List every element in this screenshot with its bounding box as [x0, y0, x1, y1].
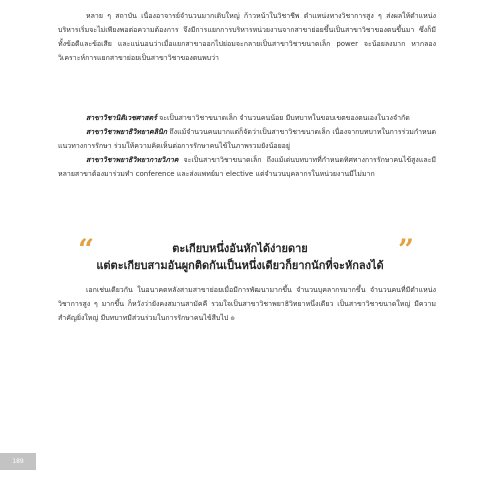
- open-quote-icon: “: [78, 233, 95, 266]
- pull-quote: [90, 240, 390, 274]
- item-text: ถึงแม้จำนวนคนมากแต่ก็จัดว่าเป็นสาขาวิชาขนาดเล็ก เนื่องจากบทบาทในการร่วมกำหนดแนวทางการรักษา ร่วมให้ความคิดเห็นต่อการรักษาคนไข้ในภาพรวมยังน้อยอยู่: [58, 128, 436, 150]
- item-name: สาขาวิชานิติเวชศาสตร์: [86, 114, 157, 122]
- quote-line-2: แต่ตะเกียบสามอันผูกติดกันเป็นหนึ่งเดียวก็ยากนักที่จะหักลงได้: [96, 259, 384, 272]
- item-text: จะเป็นสาขาวิชาขนาดเล็ก ถึงแม้เด่นบทบาทที่กำหนดทิศทางการรักษาคนไข้สูงและมีหลายสาขาต้องมาร่วมทำ conference และส่งแพทย์มา elective แต่จำนวนบุคลากรในหน่วยงานมีไม่มาก: [58, 156, 436, 178]
- item-name: สาขาวิชาพยาธิวิทยาคลินิก: [86, 128, 168, 136]
- page-number: 189: [0, 453, 36, 470]
- list-item: [58, 111, 436, 125]
- intro-paragraph: หลาย ๆ สถาบัน เนื่องอาจารย์จำนวนมากเติบใหญ่ ก้าวหน้าในวิชาชีพ ตำแหน่งทางวิชาการสูง ๆ ส่งผลให้ตำแหน่งบริหารเริ่มจะไม่เพียงพอต่อความต้องการ จึงมีการแยกการบริหารหน่วยงานจากสาขาย่อยขึ้นเป็นสาขาวิชาของตนขึ้นมา ซึ่งก็มีทั้งข้อดีและข้อเสีย และแน่นอนว่าเมื่อแยกสาขาออกไปย่อมจะกลายเป็นสาขาวิชาขนาดเล็ก power จะน้อยลงมาก หากลองวิเคราะห์การแยกสาขาย่อยเป็นสาขาวิชาของตนพบว่า: [58, 12, 436, 62]
- closing-paragraph: เอกเช่นเดียวกัน ในอนาคตหลังสามสาขาย่อยเมื่อมีการพัฒนามากขึ้น จำนวนบุคลากรมากขึ้น จำนวนคนที่มีตำแหน่งวิชาการสูง ๆ มากขึ้น ก็หวังว่ายังคงสมานสามัคคี รวมใจเป็นสาขาวิชาพยาธิวิทยาหนึ่งเดียว เป็นสาขาวิชาขนาดใหญ่ มีความสำคัญยิ่งใหญ่ มีบทบาทมีส่วนร่วมในการรักษาคนไข้สืบไป ๏: [58, 286, 436, 322]
- subspecialty-list: [58, 111, 436, 181]
- item-text: จะเป็นสาขาวิชาขนาดเล็ก จำนวนคนน้อย มีบทบาทในขอบเขตของตนเองในวงจำกัด: [156, 114, 410, 122]
- list-item: [58, 125, 436, 153]
- quote-line-1: ตะเกียบหนึ่งอันหักได้ง่ายดาย: [172, 242, 308, 255]
- close-quote-icon: ”: [398, 233, 415, 266]
- item-name: สาขาวิชาพยาธิวิทยากายวิภาค: [86, 156, 179, 164]
- list-item: [58, 153, 436, 181]
